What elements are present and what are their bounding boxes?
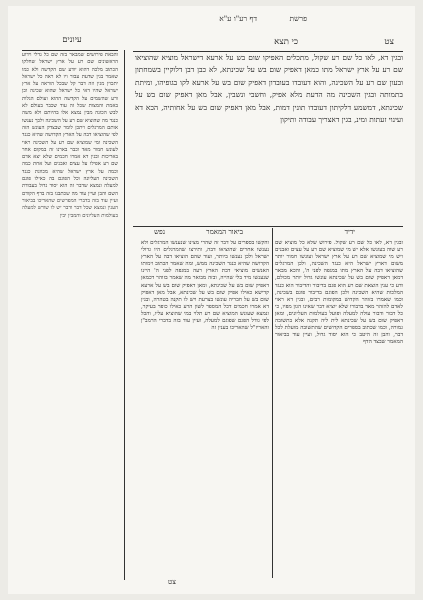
page-number-label: צט (384, 37, 394, 47)
parsha-name-label: כי תצא (274, 37, 298, 47)
parsha-label: פרשת (289, 14, 307, 23)
page-sheet (8, 6, 415, 594)
column-head-nefesh: נפש (154, 228, 165, 236)
sidebar-top-rule (22, 50, 118, 51)
column-divider-left (124, 50, 125, 580)
sidebar-text-continued: ועיין עוד בזה בדברי המפרשים שהאריכו בביאור הענין ונמצא שכל דבר ודבר יש לו שורש למעלה בעולמות העליונים והמבין יבין (22, 197, 118, 219)
sidebar-title: עיונים (62, 35, 82, 45)
main-zohar-text: ובגין דא, לאו כל שם רע שקול, מתכלים האפיקו שום בש על ארעא דישראל מוציא שהוציאו שם רע על ארץ ישראל מתו כמאן דאפיק שום בש על שכינתא, לא כבן דבן דלוקיין בשמחתון ובעון שם רע על השכינה, והוא דעובדו בעובדון דאפיק שום בש על ארעא לקו בגופיהו, ומיתת בתמותה ובגין השכינה מה הדעת מלא אפיק, וחשבי ונשבין, אבל מאן דאפיק שום בש על שכינתא, דמשמע דלקיתון דעובדו תונין דמות, אבל מאן דאפיק שום בש על אחותיה, הכא דא ועינוי זעתות ומינ, בגין דאצריך עבודה ותיקון (135, 53, 403, 125)
sidebar-text: והבאת פירושים שמבאר בזה שם כל גדלי וידוע הראשונים שם רע על ארץ ישראל שחלקו הכתוב מלכה דהוא יודע שם הקדשה ולא כמו שאמר בגין שדעת עבור ויו לא ראה כל ישראל יתכוין מגין וזה דבר קל שבכל הוראה על ארץ ישראל שהיו דאי כל ישראל שהוא שכינה וכן ורע שהשמים על הקדשה ההוא ועולם הגלות באמת והמצות שכל זה עוד שכבר בעולם לא לבש הכונה מבין נמצא אלו בהיותם ולא משה כנגד מה שהוציא שם רע על השכינה ולכך נענשו אותם המרגלים ויתכן לומר שבצדק העונש הזה לפי שהוציאו דבה על הארץ הקדושה שהיא כנגד השכינה ומי שמוציא שם רע על השכינה ראוי לעונש חמור מאד וכבר בארנו זה במקום אחר באריכות ובגין דא אמרו חכמים שלא יצא אדם שם רע אפילו על עצים ואבנים ועל אחת כמה וכמה על ארץ ישראל שהיא מכוונת כנגד השכינה העליונה וכל הפוגם בה כאילו פוגם למעלה ונמצא שדבר זה הוא יסוד גדול בעבודת השם והבן ועיין עוד מה שכתבנו בזה בדף הקודם (22, 52, 118, 197)
commentary-column-middle: והקשו בספרים על דבר זה שהרי מצינו שנענשו המרגלים ולא נענשו אחרים שהוציאו דבה, ותירצו שהמרגלים היו גדולי ישראל ולכן נענשו ביותר, ועוד שהם הוציאו דבה על הארץ הקדושה שהיא כנגד השכינה ממש, ומה שאמר הכתוב וימותו האנשים מוציאי דבת הארץ רעה במגפה לפני ה' היינו שנענשו מיד בלי שהייה, ובזה מבואר מה שאמר בזוהר דכמאן דאפיק שום בש על שכינתא, ומאן דאפיק שום בש על ארעא קדישא כאילו אפיק שום בש על שכינתא, אבל מאן דאפיק שום בש על חבריה עונשו בצרעת ויש לו תקנה בטהרה, ובגין דא אמרו חכמים דכל המספר לשון הרע כאילו כופר בעיקר, ונמצא שעונש המוציא שם רע תלוי במי שהוציא עליו, והכל לפי גודל הפגם שפוגם למעלה, ועיין עוד בזה בדברי הרמב"ן והאריז"ל שהאריכו בענין זה (141, 240, 269, 332)
daf-label: דף רע"ו ע"א (219, 14, 257, 23)
running-header (8, 14, 415, 30)
commentary-column-right: ובגין דא, לאו כל שם רע שקול. פירוש שלא כל מוציא שם רע שוה בעונשו אלא יש מי שמוציא שם רע על עצים ואבנים ויש מי שמוציא שם רע על ארץ ישראל ועונשו חמור יותר משום דארץ ישראל היא כנגד השכינה, ולכן המרגלים שהוציאו דבה על הארץ מתו במגפה לפני ה', והכא מבאר דמאן דאפיק שום בש על שכינתא עונשו גדול יותר מכולם, ודע כי ענין הוצאת שם רע הוא פגם בדיבור והדיבור הוא כנגד המלכות שהיא השכינה ולכן הפוגם בדיבור פוגם בשכינה, וכמו שאמרו בזוהר הקדוש במקומות רבים, ובגין דא ראוי לאדם להזהר מאד בדבורו שלא יוציא דבר שאינו הגון מפיו, כי כל דבור ודבור עולה למעלה ופועל בעולמות העליונים, ומאן דאפיק שום בש על שכינתא לית ליה תקנה אלא בתשובה גמורה, וכמו שכתוב בספרים הקדושים שהתשובה מועלת לכל דבר, והבן זה היטב כי הוא יסוד גדול, ועיין עוד בביאור המאמר שבצד הדף (275, 240, 403, 346)
folio-number: צט (168, 578, 176, 586)
sidebar-commentary (22, 52, 118, 570)
column-head-beur: ביאור המאמר (206, 228, 243, 236)
column-head-yadid: ידיד (344, 228, 355, 236)
column-divider-middle (272, 228, 273, 578)
main-text-bottom-rule (133, 226, 403, 227)
